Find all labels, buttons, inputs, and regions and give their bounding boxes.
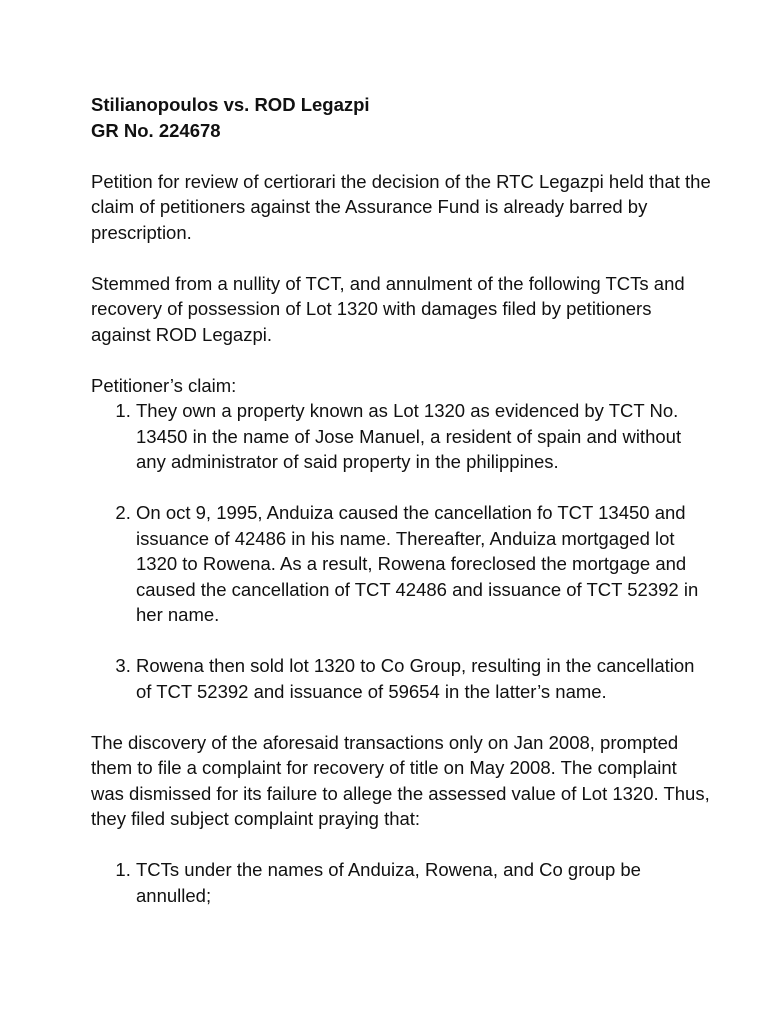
spacer bbox=[91, 245, 711, 271]
prayer-item: 1. TCTs under the names of Anduiza, Rowena, and Co group be annulled; bbox=[136, 857, 711, 908]
spacer bbox=[91, 347, 711, 373]
spacer bbox=[136, 628, 711, 654]
document-page bbox=[91, 92, 711, 908]
paragraph-discovery: The discovery of the aforesaid transactions only on Jan 2008, prompted them to file a complaint for recovery of title on May 2008. The complaint was dismissed for its failure to allege the assessed value of Lot 1320. Thus, they filed subject complaint praying that: bbox=[91, 731, 710, 829]
case-title: Stilianopoulos vs. ROD Legazpi bbox=[91, 94, 370, 115]
claims-list bbox=[91, 398, 711, 704]
spacer bbox=[91, 832, 711, 858]
claim-item: 1. They own a property known as Lot 1320 as evidenced by TCT No. 13450 in the name of Jose Manuel, a resident of spain and without any administrator of said property in the philippines. bbox=[136, 398, 711, 475]
paragraph-petition: Petition for review of certiorari the decision of the RTC Legazpi held that the claim of petitioners against the Assurance Fund is already barred by prescription. bbox=[91, 170, 711, 243]
spacer bbox=[91, 143, 711, 169]
spacer bbox=[136, 475, 711, 501]
claim-item: 3. Rowena then sold lot 1320 to Co Group, resulting in the cancellation of TCT 52392 and issuance of 59654 in the latter’s name. bbox=[136, 653, 711, 704]
claim-heading: Petitioner’s claim: bbox=[91, 374, 237, 396]
paragraph-stemmed: Stemmed from a nullity of TCT, and annulment of the following TCTs and recovery of possession of Lot 1320 with damages filed by petitioners against ROD Legazpi. bbox=[91, 272, 685, 345]
prayers-list bbox=[91, 857, 711, 908]
case-number: GR No. 224678 bbox=[91, 119, 221, 141]
claim-item: 2. On oct 9, 1995, Anduiza caused the cancellation fo TCT 13450 and issuance of 42486 in his name. Thereafter, Anduiza mortgaged lot 1320 to Rowena. As a result, Rowena foreclosed the mortgage and caused the cancellation of TCT 42486 and issuance of TCT 52392 in her name. bbox=[136, 500, 711, 628]
spacer bbox=[91, 704, 711, 730]
